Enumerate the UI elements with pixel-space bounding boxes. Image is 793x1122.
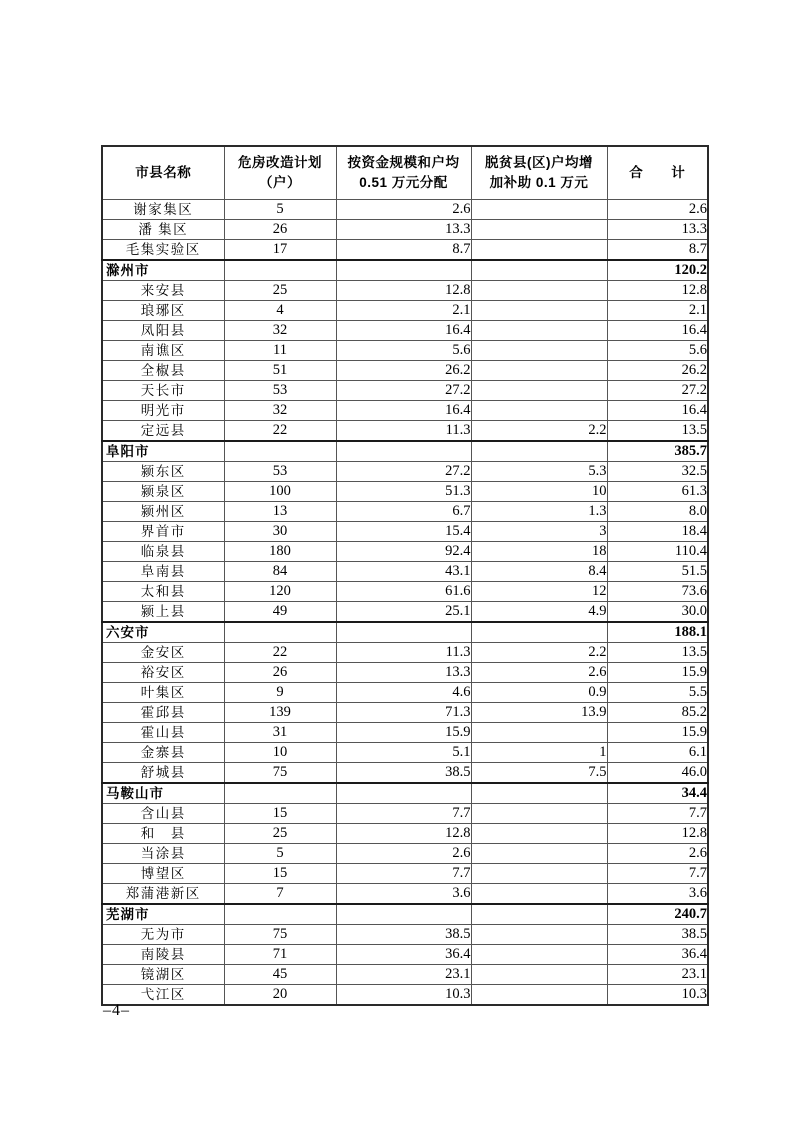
total-cell: 26.2 <box>607 361 708 381</box>
region-name-cell: 颍上县 <box>102 602 224 623</box>
poverty-subsidy-cell <box>471 381 607 401</box>
fund-allocation-cell: 4.6 <box>336 683 471 703</box>
plan-households-cell: 84 <box>224 562 336 582</box>
plan-households-cell: 22 <box>224 421 336 442</box>
poverty-subsidy-cell <box>471 965 607 985</box>
county-row <box>102 401 708 421</box>
county-row <box>102 683 708 703</box>
plan-households-cell: 31 <box>224 723 336 743</box>
county-row <box>102 462 708 482</box>
poverty-subsidy-cell: 13.9 <box>471 703 607 723</box>
fund-allocation-cell <box>336 904 471 925</box>
region-name-cell: 无为市 <box>102 925 224 945</box>
plan-households-cell: 11 <box>224 341 336 361</box>
fund-allocation-cell: 26.2 <box>336 361 471 381</box>
region-name-cell: 谢家集区 <box>102 200 224 220</box>
fund-allocation-cell <box>336 441 471 462</box>
poverty-subsidy-cell: 0.9 <box>471 683 607 703</box>
region-name-cell: 滁州市 <box>102 260 224 281</box>
fund-allocation-cell: 11.3 <box>336 421 471 442</box>
plan-households-cell: 32 <box>224 401 336 421</box>
plan-households-cell: 45 <box>224 965 336 985</box>
city-group-row <box>102 904 708 925</box>
region-name-cell: 裕安区 <box>102 663 224 683</box>
plan-households-cell: 22 <box>224 643 336 663</box>
total-cell: 10.3 <box>607 985 708 1006</box>
poverty-subsidy-cell <box>471 945 607 965</box>
total-cell: 27.2 <box>607 381 708 401</box>
total-cell: 16.4 <box>607 401 708 421</box>
fund-allocation-cell: 27.2 <box>336 381 471 401</box>
fund-allocation-cell: 10.3 <box>336 985 471 1006</box>
poverty-subsidy-cell <box>471 824 607 844</box>
region-name-cell: 琅琊区 <box>102 301 224 321</box>
total-cell: 2.1 <box>607 301 708 321</box>
fund-allocation-cell: 8.7 <box>336 240 471 261</box>
region-name-cell: 叶集区 <box>102 683 224 703</box>
total-cell: 23.1 <box>607 965 708 985</box>
plan-households-cell: 20 <box>224 985 336 1006</box>
total-cell: 15.9 <box>607 723 708 743</box>
plan-households-cell: 120 <box>224 582 336 602</box>
poverty-subsidy-cell <box>471 341 607 361</box>
total-cell: 46.0 <box>607 763 708 784</box>
plan-households-cell: 30 <box>224 522 336 542</box>
poverty-subsidy-cell <box>471 361 607 381</box>
region-name-cell: 博望区 <box>102 864 224 884</box>
fund-allocation-cell: 36.4 <box>336 945 471 965</box>
total-cell: 13.5 <box>607 643 708 663</box>
total-cell: 36.4 <box>607 945 708 965</box>
page-number: –4– <box>103 1002 130 1019</box>
poverty-subsidy-cell <box>471 301 607 321</box>
header-plan-line2: （户） <box>259 175 301 190</box>
region-name-cell: 霍邱县 <box>102 703 224 723</box>
region-name-cell: 凤阳县 <box>102 321 224 341</box>
total-cell: 385.7 <box>607 441 708 462</box>
region-name-cell: 芜湖市 <box>102 904 224 925</box>
header-cell-total <box>607 146 708 200</box>
region-name-cell: 天长市 <box>102 381 224 401</box>
poverty-subsidy-cell: 8.4 <box>471 562 607 582</box>
county-row <box>102 804 708 824</box>
poverty-subsidy-cell <box>471 240 607 261</box>
header-subsidy-line1: 脱贫县(区)户均增 <box>485 155 593 171</box>
fund-allocation-cell: 43.1 <box>336 562 471 582</box>
table-header <box>102 146 708 200</box>
county-row <box>102 502 708 522</box>
total-cell: 18.4 <box>607 522 708 542</box>
poverty-subsidy-cell <box>471 925 607 945</box>
fund-allocation-cell <box>336 260 471 281</box>
county-row <box>102 200 708 220</box>
region-name-cell: 全椒县 <box>102 361 224 381</box>
total-cell: 12.8 <box>607 824 708 844</box>
city-group-row <box>102 441 708 462</box>
county-row <box>102 824 708 844</box>
county-row <box>102 582 708 602</box>
plan-households-cell: 5 <box>224 844 336 864</box>
fund-allocation-cell: 13.3 <box>336 220 471 240</box>
county-row <box>102 864 708 884</box>
county-row <box>102 884 708 905</box>
plan-households-cell: 15 <box>224 804 336 824</box>
fund-allocation-cell: 2.6 <box>336 844 471 864</box>
fund-allocation-cell: 61.6 <box>336 582 471 602</box>
plan-households-cell: 13 <box>224 502 336 522</box>
total-cell: 8.7 <box>607 240 708 261</box>
fund-allocation-cell: 2.1 <box>336 301 471 321</box>
poverty-subsidy-cell <box>471 260 607 281</box>
region-name-cell: 阜阳市 <box>102 441 224 462</box>
plan-households-cell: 32 <box>224 321 336 341</box>
fund-allocation-cell: 92.4 <box>336 542 471 562</box>
fund-allocation-cell: 7.7 <box>336 864 471 884</box>
fund-allocation-cell: 7.7 <box>336 804 471 824</box>
plan-households-cell: 180 <box>224 542 336 562</box>
total-cell: 3.6 <box>607 884 708 905</box>
county-row <box>102 281 708 301</box>
poverty-subsidy-cell <box>471 844 607 864</box>
fund-allocation-cell: 11.3 <box>336 643 471 663</box>
region-name-cell: 颍泉区 <box>102 482 224 502</box>
poverty-subsidy-cell: 18 <box>471 542 607 562</box>
fund-allocation-cell: 38.5 <box>336 925 471 945</box>
fund-allocation-cell <box>336 622 471 643</box>
header-subsidy-line2: 加补助 0.1 万元 <box>489 175 589 190</box>
region-name-cell: 弋江区 <box>102 985 224 1006</box>
plan-households-cell: 15 <box>224 864 336 884</box>
region-name-cell: 定远县 <box>102 421 224 442</box>
region-name-cell: 明光市 <box>102 401 224 421</box>
poverty-subsidy-cell <box>471 884 607 905</box>
county-row <box>102 965 708 985</box>
total-cell: 13.5 <box>607 421 708 442</box>
county-row <box>102 562 708 582</box>
fund-allocation-cell: 25.1 <box>336 602 471 623</box>
county-row <box>102 482 708 502</box>
plan-households-cell <box>224 441 336 462</box>
region-name-cell: 潘 集区 <box>102 220 224 240</box>
plan-households-cell: 53 <box>224 462 336 482</box>
poverty-subsidy-cell: 4.9 <box>471 602 607 623</box>
county-row <box>102 925 708 945</box>
total-cell: 2.6 <box>607 200 708 220</box>
region-name-cell: 界首市 <box>102 522 224 542</box>
total-cell: 12.8 <box>607 281 708 301</box>
plan-households-cell: 4 <box>224 301 336 321</box>
fund-allocation-cell: 15.9 <box>336 723 471 743</box>
total-cell: 7.7 <box>607 804 708 824</box>
poverty-subsidy-cell <box>471 441 607 462</box>
region-name-cell: 当涂县 <box>102 844 224 864</box>
fund-allocation-cell: 71.3 <box>336 703 471 723</box>
county-row <box>102 602 708 623</box>
poverty-subsidy-cell: 2.2 <box>471 421 607 442</box>
county-row <box>102 844 708 864</box>
county-row <box>102 945 708 965</box>
fund-allocation-cell: 16.4 <box>336 401 471 421</box>
plan-households-cell: 26 <box>224 220 336 240</box>
county-row <box>102 341 708 361</box>
fund-allocation-cell: 15.4 <box>336 522 471 542</box>
region-name-cell: 南谯区 <box>102 341 224 361</box>
county-row <box>102 381 708 401</box>
region-name-cell: 太和县 <box>102 582 224 602</box>
region-name-cell: 南陵县 <box>102 945 224 965</box>
poverty-subsidy-cell <box>471 200 607 220</box>
header-cell-plan <box>224 146 336 200</box>
poverty-subsidy-cell: 1.3 <box>471 502 607 522</box>
total-cell: 16.4 <box>607 321 708 341</box>
fund-allocation-cell: 13.3 <box>336 663 471 683</box>
poverty-subsidy-cell <box>471 220 607 240</box>
header-allocation-line1: 按资金规模和户均 <box>347 155 460 171</box>
total-cell: 61.3 <box>607 482 708 502</box>
plan-households-cell <box>224 260 336 281</box>
poverty-subsidy-cell <box>471 622 607 643</box>
total-cell: 8.0 <box>607 502 708 522</box>
fund-allocation-cell: 5.6 <box>336 341 471 361</box>
fund-allocation-cell: 23.1 <box>336 965 471 985</box>
fund-allocation-cell: 5.1 <box>336 743 471 763</box>
plan-households-cell: 10 <box>224 743 336 763</box>
total-cell: 15.9 <box>607 663 708 683</box>
county-row <box>102 643 708 663</box>
fund-allocation-cell: 3.6 <box>336 884 471 905</box>
total-cell: 73.6 <box>607 582 708 602</box>
region-name-cell: 临泉县 <box>102 542 224 562</box>
region-name-cell: 六安市 <box>102 622 224 643</box>
total-cell: 2.6 <box>607 844 708 864</box>
region-name-cell: 郑蒲港新区 <box>102 884 224 905</box>
county-row <box>102 703 708 723</box>
fund-allocation-cell: 51.3 <box>336 482 471 502</box>
county-row <box>102 522 708 542</box>
fund-allocation-cell: 6.7 <box>336 502 471 522</box>
total-cell: 5.5 <box>607 683 708 703</box>
county-row <box>102 321 708 341</box>
plan-households-cell: 71 <box>224 945 336 965</box>
fund-allocation-cell: 38.5 <box>336 763 471 784</box>
poverty-subsidy-cell <box>471 864 607 884</box>
fund-allocation-cell: 27.2 <box>336 462 471 482</box>
city-group-row <box>102 783 708 804</box>
plan-households-cell: 7 <box>224 884 336 905</box>
poverty-subsidy-cell: 2.2 <box>471 643 607 663</box>
total-cell: 38.5 <box>607 925 708 945</box>
total-cell: 5.6 <box>607 341 708 361</box>
total-cell: 30.0 <box>607 602 708 623</box>
county-row <box>102 240 708 261</box>
fund-allocation-cell: 2.6 <box>336 200 471 220</box>
plan-households-cell <box>224 783 336 804</box>
region-name-cell: 马鞍山市 <box>102 783 224 804</box>
plan-households-cell: 53 <box>224 381 336 401</box>
poverty-subsidy-cell <box>471 321 607 341</box>
plan-households-cell: 49 <box>224 602 336 623</box>
total-cell: 110.4 <box>607 542 708 562</box>
plan-households-cell: 51 <box>224 361 336 381</box>
plan-households-cell: 25 <box>224 824 336 844</box>
region-name-cell: 毛集实验区 <box>102 240 224 261</box>
header-plan-line1: 危房改造计划 <box>238 155 322 171</box>
county-row <box>102 542 708 562</box>
poverty-subsidy-cell: 12 <box>471 582 607 602</box>
header-cell-allocation <box>336 146 471 200</box>
region-name-cell: 舒城县 <box>102 763 224 784</box>
county-row <box>102 723 708 743</box>
header-cell-region <box>102 146 224 200</box>
plan-households-cell: 75 <box>224 763 336 784</box>
poverty-subsidy-cell: 5.3 <box>471 462 607 482</box>
header-cell-poverty-subsidy <box>471 146 607 200</box>
region-name-cell: 阜南县 <box>102 562 224 582</box>
county-row <box>102 763 708 784</box>
region-name-cell: 金安区 <box>102 643 224 663</box>
total-cell: 120.2 <box>607 260 708 281</box>
total-cell: 6.1 <box>607 743 708 763</box>
county-row <box>102 985 708 1006</box>
poverty-subsidy-cell: 2.6 <box>471 663 607 683</box>
region-name-cell: 和 县 <box>102 824 224 844</box>
poverty-subsidy-cell: 3 <box>471 522 607 542</box>
region-name-cell: 含山县 <box>102 804 224 824</box>
header-row <box>102 146 708 200</box>
plan-households-cell: 17 <box>224 240 336 261</box>
plan-households-cell: 5 <box>224 200 336 220</box>
poverty-subsidy-cell: 10 <box>471 482 607 502</box>
fund-allocation-cell: 12.8 <box>336 824 471 844</box>
poverty-subsidy-cell: 7.5 <box>471 763 607 784</box>
total-cell: 34.4 <box>607 783 708 804</box>
county-row <box>102 220 708 240</box>
header-region-label: 市县名称 <box>135 165 192 181</box>
region-name-cell: 颍州区 <box>102 502 224 522</box>
fund-allocation-cell: 16.4 <box>336 321 471 341</box>
county-row <box>102 301 708 321</box>
county-row <box>102 663 708 683</box>
poverty-subsidy-cell <box>471 401 607 421</box>
fund-allocation-cell: 12.8 <box>336 281 471 301</box>
plan-households-cell <box>224 904 336 925</box>
plan-households-cell: 9 <box>224 683 336 703</box>
fund-allocation-cell <box>336 783 471 804</box>
poverty-subsidy-cell <box>471 281 607 301</box>
poverty-subsidy-cell <box>471 723 607 743</box>
allocation-table <box>101 145 709 1006</box>
city-group-row <box>102 260 708 281</box>
plan-households-cell <box>224 622 336 643</box>
total-cell: 85.2 <box>607 703 708 723</box>
plan-households-cell: 75 <box>224 925 336 945</box>
plan-households-cell: 139 <box>224 703 336 723</box>
region-name-cell: 金寨县 <box>102 743 224 763</box>
plan-households-cell: 100 <box>224 482 336 502</box>
total-cell: 32.5 <box>607 462 708 482</box>
poverty-subsidy-cell <box>471 985 607 1006</box>
total-cell: 240.7 <box>607 904 708 925</box>
total-cell: 7.7 <box>607 864 708 884</box>
total-cell: 13.3 <box>607 220 708 240</box>
total-cell: 51.5 <box>607 562 708 582</box>
region-name-cell: 来安县 <box>102 281 224 301</box>
plan-households-cell: 26 <box>224 663 336 683</box>
region-name-cell: 霍山县 <box>102 723 224 743</box>
county-row <box>102 421 708 442</box>
plan-households-cell: 25 <box>224 281 336 301</box>
county-row <box>102 361 708 381</box>
poverty-subsidy-cell: 1 <box>471 743 607 763</box>
total-cell: 188.1 <box>607 622 708 643</box>
poverty-subsidy-cell <box>471 783 607 804</box>
table-body <box>102 200 708 1006</box>
poverty-subsidy-cell <box>471 904 607 925</box>
header-total-label: 合 计 <box>629 165 686 181</box>
city-group-row <box>102 622 708 643</box>
header-allocation-line2: 0.51 万元分配 <box>359 175 448 190</box>
region-name-cell: 镜湖区 <box>102 965 224 985</box>
poverty-subsidy-cell <box>471 804 607 824</box>
region-name-cell: 颍东区 <box>102 462 224 482</box>
county-row <box>102 743 708 763</box>
